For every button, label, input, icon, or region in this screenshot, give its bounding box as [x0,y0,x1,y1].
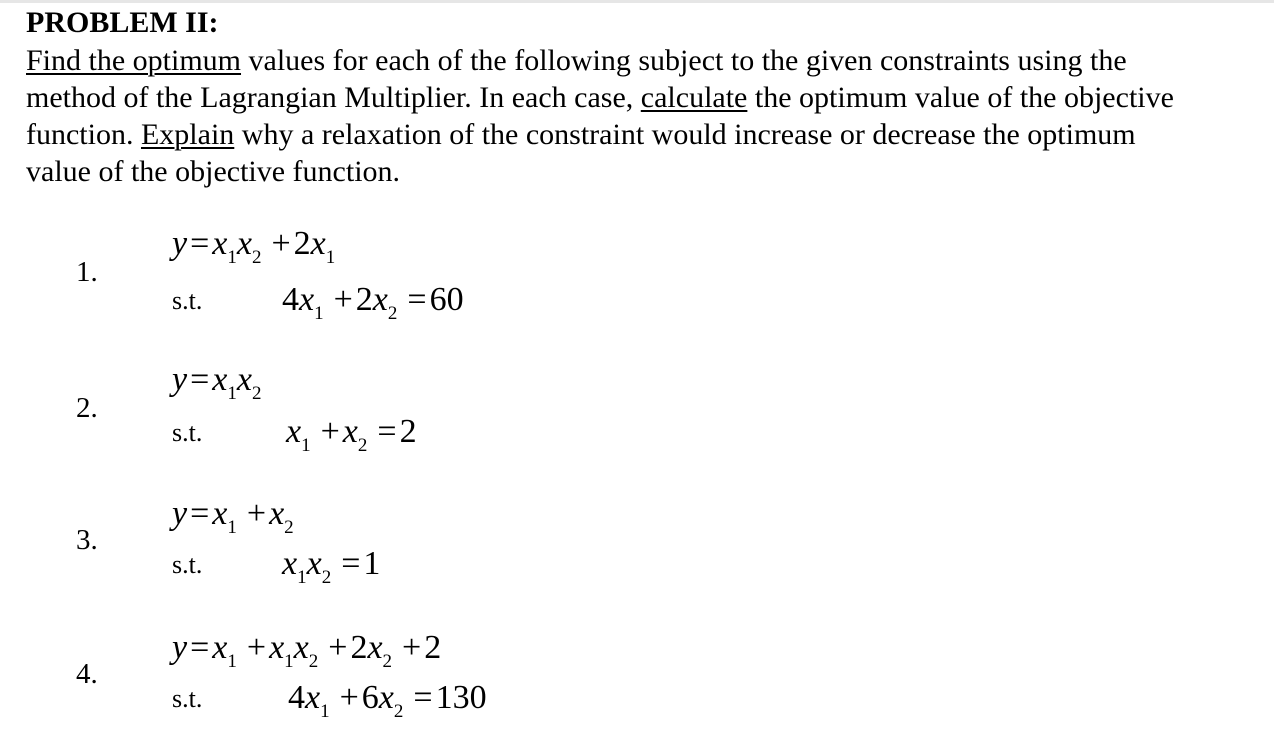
problem-1 [0,224,1274,344]
instructions-line-4: value of the objective function. [26,155,401,188]
subject-to-label: s.t. [172,684,203,713]
underlined-find-the-optimum: Find the optimum [26,44,242,77]
constraint: $x_1x_2 =1$ [282,545,381,588]
instructions-line-3-rest: why a relaxation of the constraint would increase or decrease the optimum [234,118,1136,151]
underlined-explain: Explain [140,118,235,151]
instructions-paragraph [26,42,1266,190]
subject-to-label: s.t. [172,418,203,447]
problem-number: 1. [76,256,98,288]
subject-to-label: s.t. [172,550,203,579]
instructions-line-1-rest: values for each of the following subject to the given constraints using the [241,44,1127,77]
instructions-line-1 [26,42,1266,79]
problem-4 [0,628,1274,748]
objective-function: $y=x_1 +x_1x_2 +2x_2 +2$ [172,629,442,672]
top-border [0,0,1274,3]
subject-to-label: s.t. [172,286,203,315]
objective-function: $y=x_1 +x_2$ [172,495,294,538]
problem-heading: PROBLEM II: [26,6,219,39]
problem-3 [0,494,1274,614]
instructions-line-3 [26,116,1266,153]
instructions-line-2-start: method of the Lagrangian Multiplier. In each case, [26,81,641,114]
objective-function: $y=x_1x_2 +2x_1$ [172,225,336,268]
instructions-line-2-rest: the optimum value of the objective [747,81,1174,114]
problem-2 [0,360,1274,480]
underlined-calculate: calculate [640,81,748,114]
constraint: $x_1 +x_2 =2$ [286,413,417,456]
instructions-line-2 [26,79,1266,116]
constraint: $4x_1 +6x_2 =130$ [288,679,487,722]
instructions-line-3-start: function. [26,118,141,151]
problem-number: 3. [76,524,98,556]
objective-function: $y=x_1x_2$ [172,361,262,404]
constraint: $4x_1 +2x_2 =60$ [282,281,464,324]
problem-number: 2. [76,392,98,424]
problem-number: 4. [76,658,98,690]
